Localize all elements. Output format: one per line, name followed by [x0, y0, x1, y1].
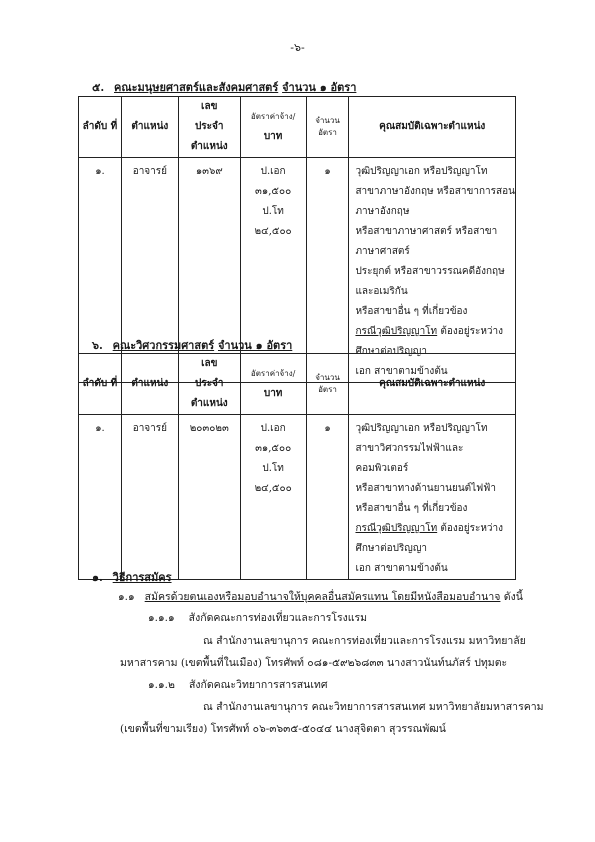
- row-count: ๑: [306, 415, 349, 580]
- section-6-table: [78, 353, 516, 580]
- row-position-no: ๑๓๖๙: [178, 158, 240, 383]
- header-order: ลำดับ ที่: [79, 97, 122, 158]
- header-position: ตำแหน่ง: [121, 97, 178, 158]
- row-order: ๑.: [79, 158, 122, 383]
- header-qualification: คุณสมบัติเฉพาะตำแหน่ง: [349, 97, 516, 158]
- header-count: จำนวน อัตรา: [306, 97, 349, 158]
- apply-item-1-2-number: ๑.๑.๒: [148, 679, 175, 691]
- apply-item-1-2-contact: (เขตพื้นที่ขามเรียง) โทรศัพท์ ๐๖-๓๖๓๕-๕๐๔๔ นางสุจิตตา สุวรรณพัฒน์: [120, 723, 446, 735]
- row-order: ๑.: [79, 415, 122, 580]
- section-6-number: ๖.: [92, 339, 103, 352]
- apply-item-1-1-office: ณ สำนักงานเลขานุการ คณะการท่องเที่ยวและการโรงแรม มหาวิทยาลัย: [203, 635, 526, 647]
- apply-item-1-1-text: สังกัดคณะการท่องเที่ยวและการโรงแรม: [188, 612, 368, 624]
- header-count: จำนวน อัตรา: [306, 354, 349, 415]
- row-count: ๑: [306, 158, 349, 383]
- section-6-count: จำนวน ๑ อัตรา: [217, 339, 293, 352]
- apply-item-1-number: ๑.๑: [118, 591, 135, 603]
- section-5-count: จำนวน ๑ อัตรา: [282, 81, 357, 94]
- row-position: อาจารย์: [121, 415, 178, 580]
- row-salary: ป.เอก ๓๑,๕๐๐ ป.โท ๒๔,๕๐๐: [240, 415, 306, 580]
- row-qualification: วุฒิปริญญาเอก หรือปริญญาโท สาขาภาษาอังกฤษ หรือสาขาการสอนภาษาอังกฤษ หรือสาขาภาษาศาสตร์ หรือสาขาภาษาศาสตร์ ประยุกต์ หรือสาขาวรรณคดีอังกฤษและอเมริกัน หรือสาขาอื่น ๆ ที่เกี่ยวข้อง กรณีวุฒิปริญญาโท ต้องอยู่ระหว่างศึกษาต่อปริญญา เอก สาขาตามข้างต้น: [349, 158, 516, 383]
- header-salary: อัตราค่าจ้าง/ บาท: [240, 354, 306, 415]
- apply-item-1-text: สมัครด้วยตนเองหรือมอบอำนาจให้บุคคลอื่นสมัครแทน โดยมีหนังสือมอบอำนาจ: [144, 591, 501, 603]
- header-salary: อัตราค่าจ้าง/ บาท: [240, 97, 306, 158]
- header-position: ตำแหน่ง: [121, 354, 178, 415]
- apply-number: ๑.: [92, 571, 103, 584]
- table-row: [79, 415, 516, 580]
- section-6-title: คณะวิศวกรรมศาสตร์: [112, 339, 215, 352]
- row-position: อาจารย์: [121, 158, 178, 383]
- row-position-no: ๒๐๓๐๒๓: [178, 415, 240, 580]
- row-salary: ป.เอก ๓๑,๕๐๐ ป.โท ๒๔,๕๐๐: [240, 158, 306, 383]
- header-qualification: คุณสมบัติเฉพาะตำแหน่ง: [349, 354, 516, 415]
- apply-item-1: ๑.๑ สมัครด้วยตนเองหรือมอบอำนาจให้บุคคลอื่นสมัครแทน โดยมีหนังสือมอบอำนาจ ดังนี้: [118, 591, 523, 603]
- apply-item-1-2-text: สังกัดคณะวิทยาการสารสนเทศ: [188, 679, 328, 691]
- page-number: -๖-: [290, 41, 305, 54]
- section-5-number: ๕.: [92, 81, 105, 94]
- apply-item-1-2: [148, 676, 328, 693]
- header-position-no: เลข ประจำ ตำแหน่ง: [178, 354, 240, 415]
- row-qualification: วุฒิปริญญาเอก หรือปริญญาโท สาขาวิศวกรรมไฟฟ้าและคอมพิวเตอร์ หรือสาขาทางด้านยานยนต์ไฟฟ้า หรือสาขาอื่น ๆ ที่เกี่ยวข้อง กรณีวุฒิปริญญาโท ต้องอยู่ระหว่างศึกษาต่อปริญญา เอก สาขาตามข้างต้น: [349, 415, 516, 580]
- section-5-heading: [92, 78, 356, 96]
- apply-item-1-1: [148, 609, 367, 626]
- section-6-heading: [92, 336, 292, 354]
- header-order: ลำดับ ที่: [79, 354, 122, 415]
- apply-heading: [92, 568, 172, 586]
- section-5-title: คณะมนุษยศาสตร์และสังคมศาสตร์: [114, 81, 279, 94]
- header-position-no: เลข ประจำ ตำแหน่ง: [178, 97, 240, 158]
- apply-item-1-1-contact: มหาสารคาม (เขตพื้นที่ในเมือง) โทรศัพท์ ๐๘๑-๕๙๒๖๘๓๓ นางสาวนันท์นภัสร์ ปทุมตะ: [120, 657, 508, 669]
- apply-item-1-2-office: ณ สำนักงานเลขานุการ คณะวิทยาการสารสนเทศ มหาวิทยาลัยมหาสารคาม: [203, 701, 544, 713]
- apply-title: วิธีการสมัคร: [112, 571, 172, 584]
- apply-item-1-1-number: ๑.๑.๑: [148, 612, 175, 624]
